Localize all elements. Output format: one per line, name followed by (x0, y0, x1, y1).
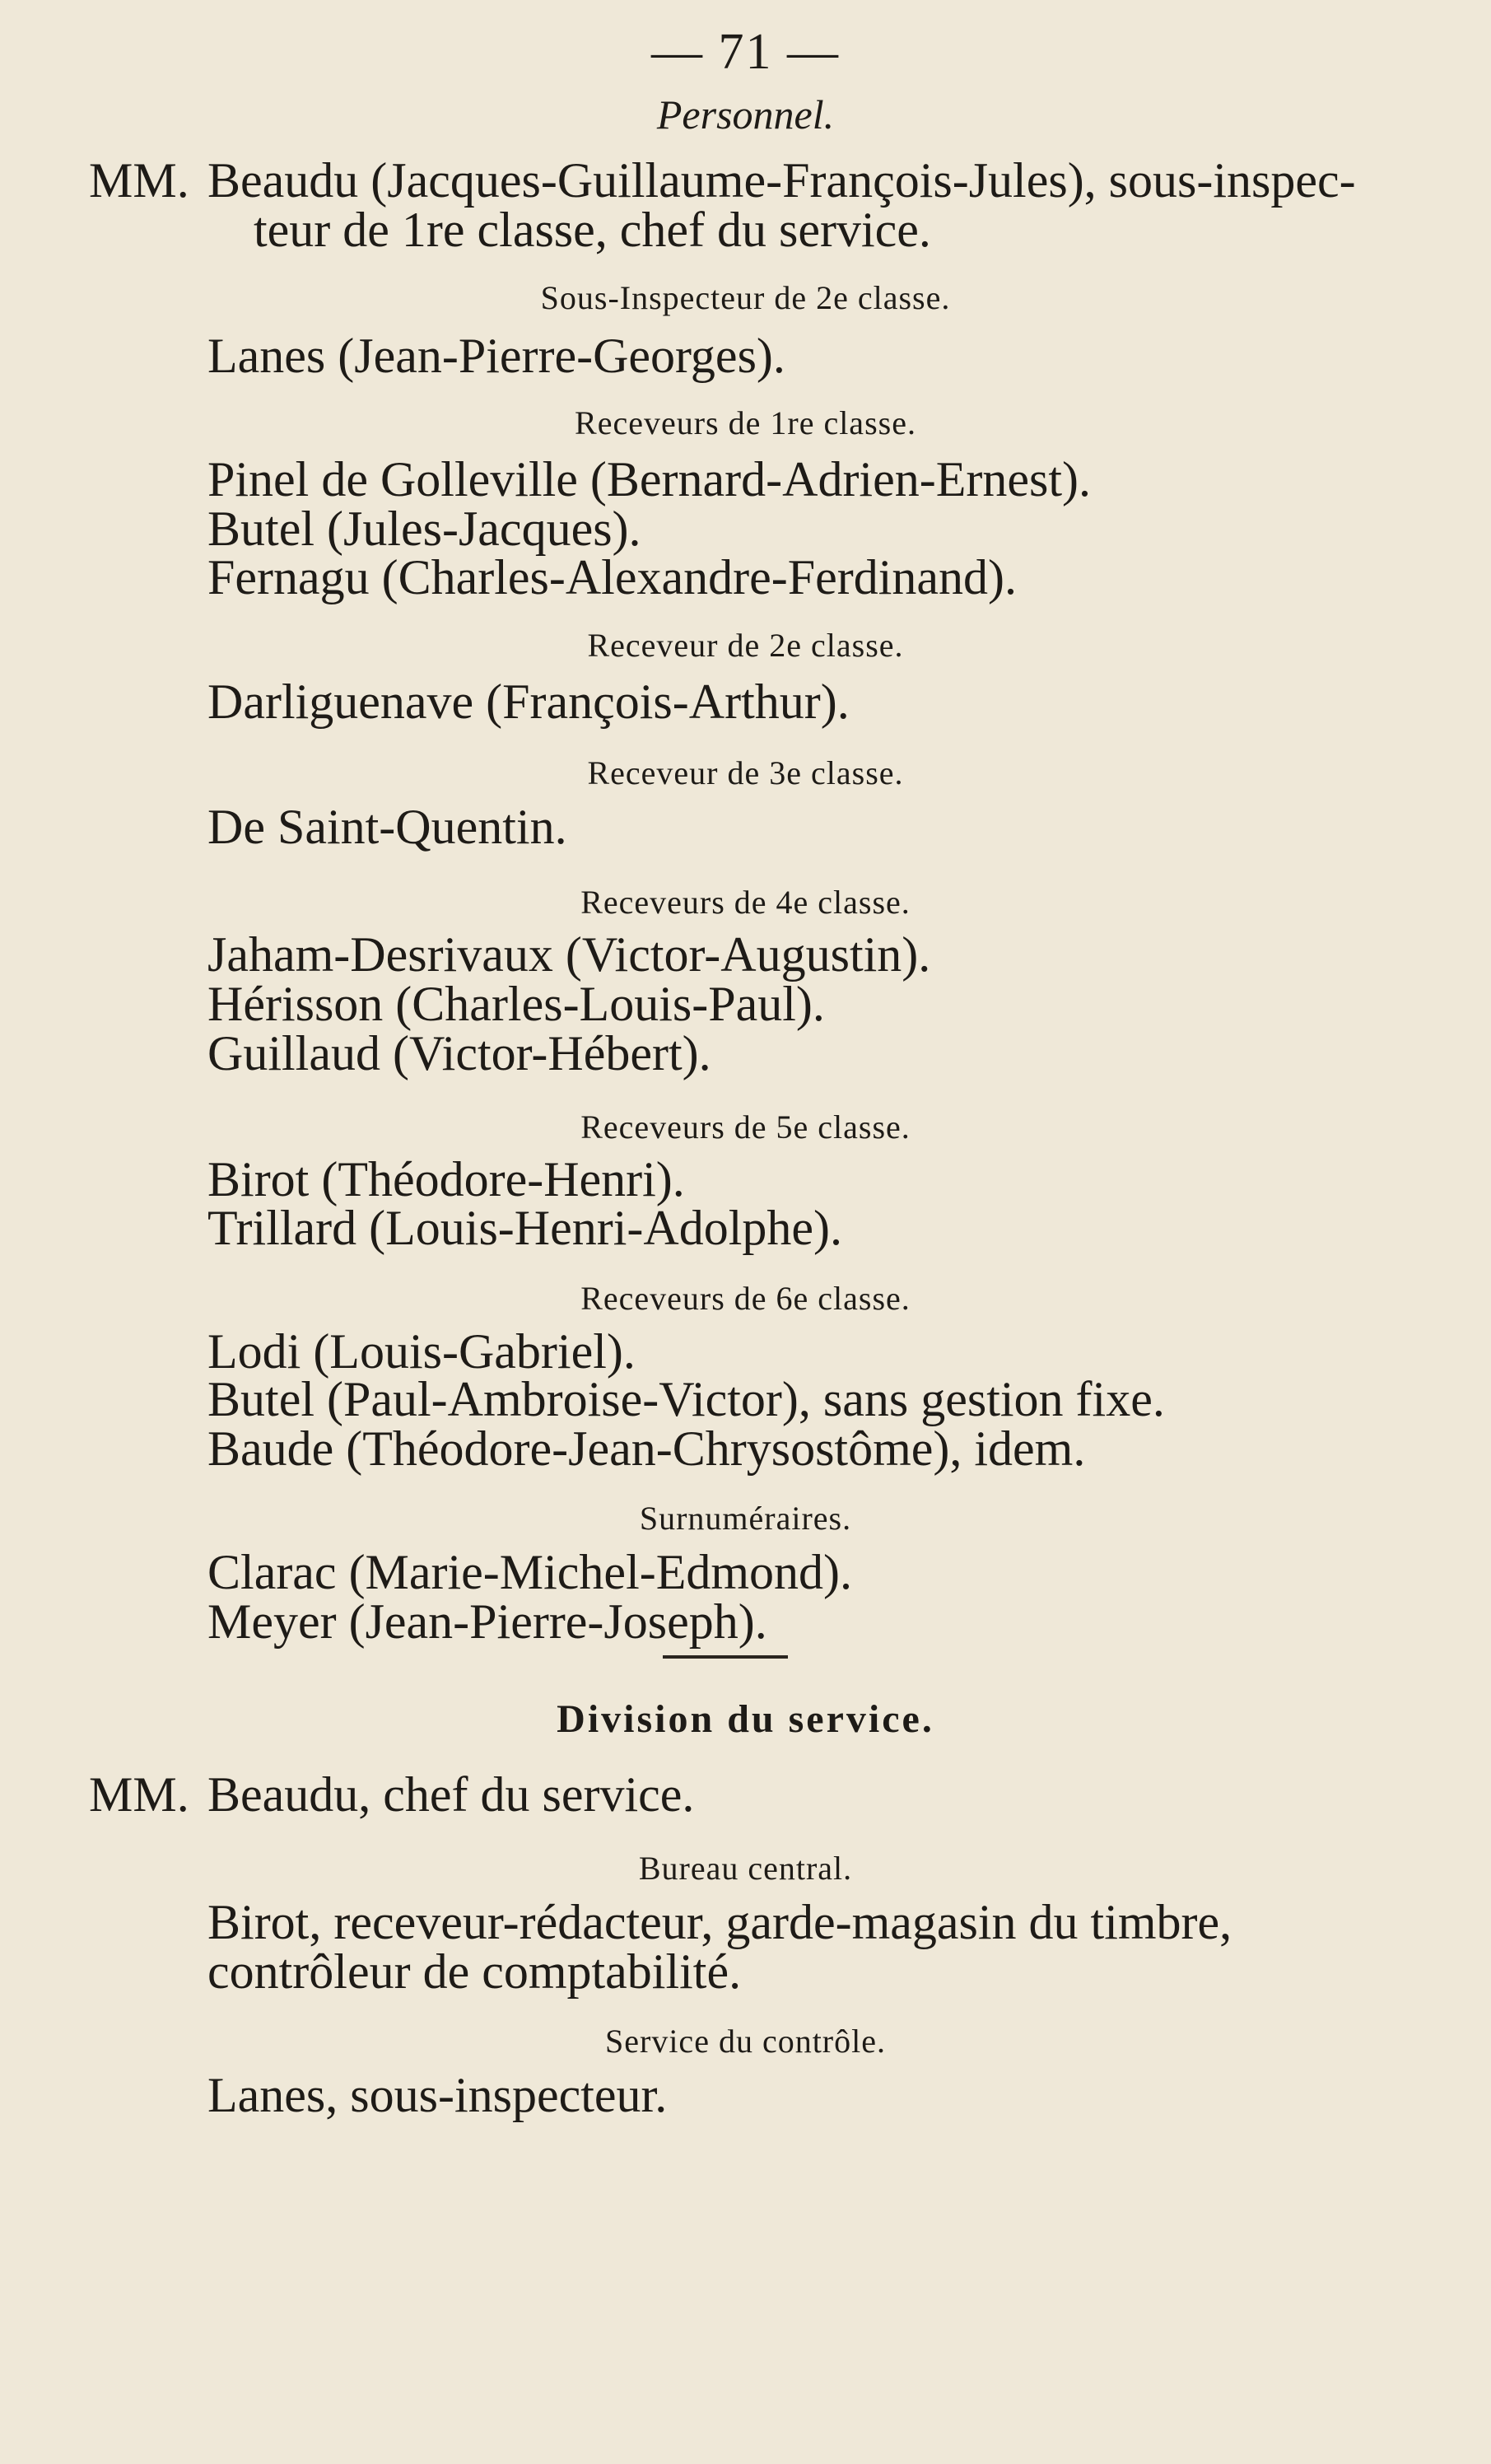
personnel-name: Clarac (Marie-Michel-Edmond). (207, 1545, 853, 1599)
personnel-name: Birot (Théodore-Henri). (207, 1152, 685, 1206)
personnel-name: De Saint-Quentin. (207, 800, 567, 854)
division-head-entry (89, 1766, 694, 1823)
section-heading: Receveurs de 6e classe. (580, 1280, 911, 1317)
section-heading: Receveur de 3e classe. (587, 754, 904, 791)
personnel-name: Guillaud (Victor-Hébert). (207, 1026, 711, 1080)
division-head-line: Beaudu, chef du service. (207, 1767, 695, 1822)
mm-abbrev: MM. (89, 1767, 189, 1822)
section-heading: Surnuméraires. (639, 1500, 852, 1537)
personnel-name: Meyer (Jean-Pierre-Joseph). (207, 1594, 767, 1649)
controle-line: Lanes, sous-inspecteur. (207, 2068, 668, 2122)
section-heading: Receveurs de 1re classe. (575, 404, 916, 441)
head-line-1: Beaudu (Jacques-Guillaume-François-Jules), sous-inspec- (207, 153, 1356, 208)
section-heading: Receveurs de 5e classe. (580, 1108, 911, 1146)
bureau-line-1: Birot, receveur-rédacteur, garde-magasin du timbre, (207, 1895, 1232, 1949)
page-title: Personnel. (656, 91, 835, 138)
personnel-name: Hérisson (Charles-Louis-Paul). (207, 977, 825, 1031)
personnel-name: Pinel de Golleville (Bernard-Adrien-Ernest). (207, 452, 1091, 506)
head-entry (89, 152, 1356, 209)
head-line-2: teur de 1re classe, chef du service. (254, 203, 931, 257)
personnel-name: Trillard (Louis-Henri-Adolphe). (207, 1201, 842, 1255)
personnel-name: Lanes (Jean-Pierre-Georges). (207, 329, 785, 383)
page-number: — 71 — (651, 24, 840, 80)
personnel-name: Butel (Paul-Ambroise-Victor), sans gestion fixe. (207, 1372, 1165, 1426)
section-heading: Receveurs de 4e classe. (580, 884, 911, 921)
section-divider (663, 1655, 788, 1659)
personnel-name: Butel (Jules-Jacques). (207, 502, 641, 556)
section-heading: Sous-Inspecteur de 2e classe. (540, 279, 951, 316)
mm-abbrev: MM. (89, 153, 189, 208)
section-heading: Service du contrôle. (605, 2023, 886, 2060)
personnel-name: Jaham-Desrivaux (Victor-Augustin). (207, 927, 931, 982)
bureau-line-2: contrôleur de comptabilité. (207, 1944, 742, 1999)
personnel-name: Darliguenave (François-Arthur). (207, 674, 850, 729)
personnel-name: Fernagu (Charles-Alexandre-Ferdinand). (207, 550, 1017, 604)
section-heading: Receveur de 2e classe. (587, 627, 904, 664)
personnel-name: Lodi (Louis-Gabriel). (207, 1324, 636, 1379)
section-heading: Bureau central. (638, 1850, 853, 1887)
personnel-name: Baude (Théodore-Jean-Chrysostôme), idem. (207, 1421, 1086, 1476)
section-title: Division du service. (557, 1697, 934, 1741)
